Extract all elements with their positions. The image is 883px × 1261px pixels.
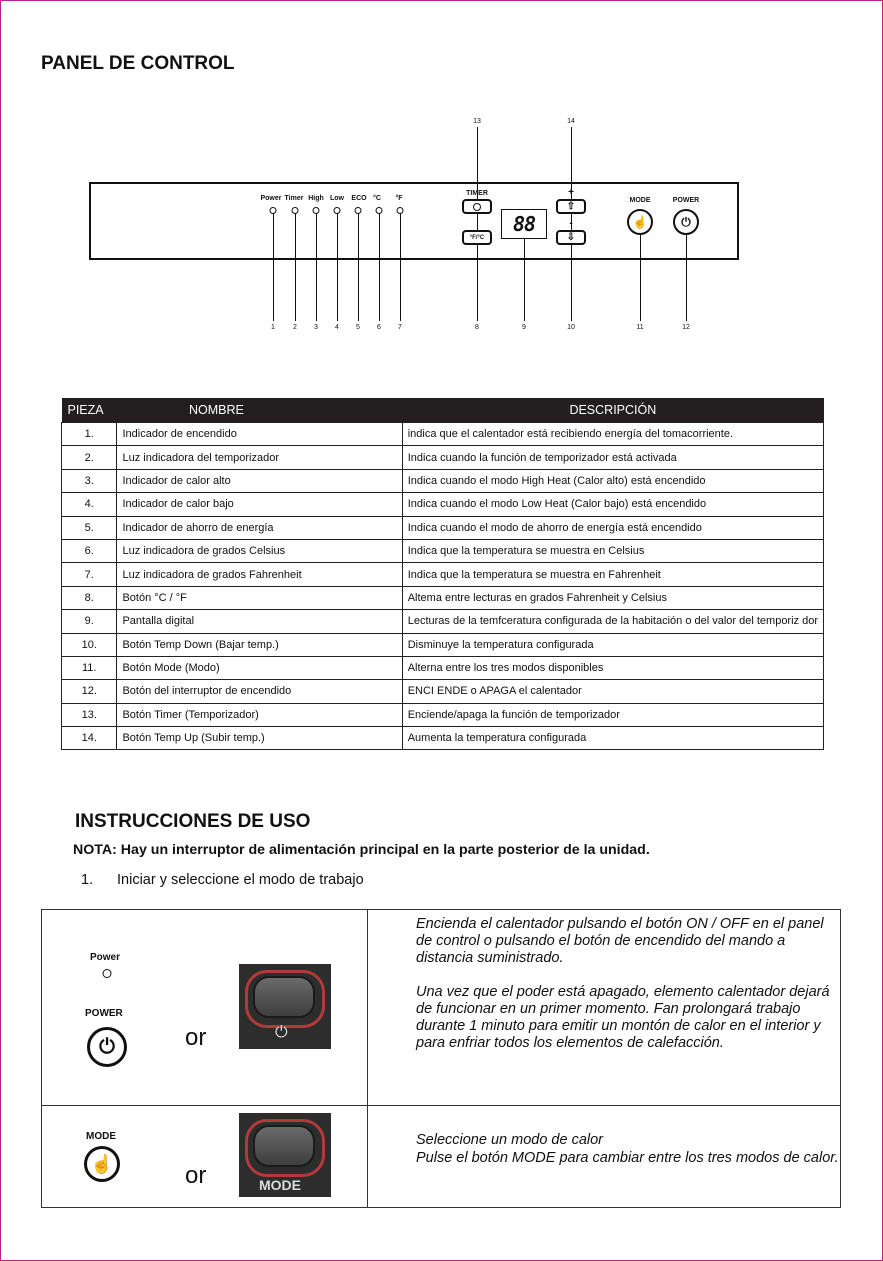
instructions-table-divider-v bbox=[367, 909, 368, 1208]
cell-descripcion: Alterna entre los tres modos disponibles bbox=[402, 656, 823, 679]
indicator-label-eco: ECO bbox=[351, 195, 367, 202]
cell-nombre: Botón °C / °F bbox=[117, 586, 402, 609]
callout-line-9 bbox=[524, 239, 525, 321]
arrow-up-icon: ⇧ bbox=[566, 201, 576, 212]
mode-button-label: MODE bbox=[86, 1131, 116, 1142]
cell-pieza: 5. bbox=[62, 516, 117, 539]
cell-pieza: 10. bbox=[62, 633, 117, 656]
header-pieza: PIEZA bbox=[62, 398, 117, 423]
cell-pieza: 6. bbox=[62, 539, 117, 562]
cell-nombre: Luz indicadora de grados Fahrenheit bbox=[117, 563, 402, 586]
power-icon: ⏻ bbox=[99, 1035, 115, 1058]
remote-mode-button-photo bbox=[239, 1113, 331, 1197]
led-power bbox=[270, 207, 277, 214]
power-indicator-led bbox=[103, 969, 112, 978]
cell-descripcion: Aumenta la temperatura configurada bbox=[402, 727, 823, 750]
hand-icon: ☝ bbox=[632, 215, 648, 229]
cell-descripcion: Disminuye la temperatura configurada bbox=[402, 633, 823, 656]
timer-button bbox=[462, 199, 492, 214]
cell-descripcion: Enciende/apaga la función de temporizador bbox=[402, 703, 823, 726]
temp-up-button bbox=[556, 199, 586, 214]
callout-number-12: 12 bbox=[682, 324, 690, 331]
temp-down-button bbox=[556, 230, 586, 245]
header-nombre: NOMBRE bbox=[117, 398, 402, 423]
callout-line-11 bbox=[640, 235, 641, 321]
table-row bbox=[62, 423, 824, 446]
arrow-down-icon: ⇩ bbox=[566, 232, 576, 243]
power-icon: ⏻ bbox=[681, 214, 691, 229]
callout-number-2: 2 bbox=[293, 324, 297, 331]
led-high bbox=[313, 207, 320, 214]
cell-nombre: Botón Temp Up (Subir temp.) bbox=[117, 727, 402, 750]
indicator-label-power: Power bbox=[260, 195, 282, 202]
cell-pieza: 13. bbox=[62, 703, 117, 726]
parts-table bbox=[61, 398, 824, 750]
step-text: Iniciar y seleccione el modo de trabajo bbox=[117, 872, 364, 888]
indicator-label-timer: Timer bbox=[284, 195, 304, 202]
photo-key bbox=[253, 976, 315, 1018]
led-celsius bbox=[376, 207, 383, 214]
indicator-label-high: High bbox=[308, 195, 324, 202]
callout-number-9: 9 bbox=[522, 324, 526, 331]
photo-key bbox=[253, 1125, 315, 1167]
callout-number-3: 3 bbox=[314, 324, 318, 331]
minus-sign: - bbox=[569, 218, 573, 229]
cell-nombre: Indicador de calor bajo bbox=[117, 493, 402, 516]
callout-line-13-8 bbox=[477, 127, 478, 321]
cell-descripcion: Lecturas de la temfceratura configurada de la habitación o del valor del temporiz dor bbox=[402, 610, 823, 633]
callout-line-7 bbox=[400, 211, 401, 321]
row1-paragraph-1: Encienda el calentador pulsando el botón ON / OFF en el panel de control o pulsando el botón de encendido del mando a distancia suministrado. bbox=[416, 916, 824, 966]
table-row bbox=[62, 446, 824, 469]
indicator-label-fahrenheit: °F bbox=[395, 195, 403, 202]
table-row bbox=[62, 727, 824, 750]
cell-pieza: 12. bbox=[62, 680, 117, 703]
power-button-illustration bbox=[87, 1027, 127, 1067]
power-label: POWER bbox=[672, 197, 700, 204]
cell-nombre: Indicador de encendido bbox=[117, 423, 402, 446]
table-row bbox=[62, 586, 824, 609]
instructions-table-divider-h bbox=[41, 1105, 841, 1106]
table-row bbox=[62, 610, 824, 633]
led-low bbox=[334, 207, 341, 214]
table-row bbox=[62, 703, 824, 726]
power-indicator-label: Power bbox=[90, 952, 121, 963]
row1-paragraph-2: Una vez que el poder está apagado, elemento calentador dejará de funcionar en un primer momento. Fan prolongará trabajo durante 1 minuto para emitir un montón de calor en el interior y para enfriar todos los elementos de calefacción. bbox=[416, 984, 830, 1051]
cell-nombre: Botón del interruptor de encendido bbox=[117, 680, 402, 703]
mode-label: MODE bbox=[629, 197, 651, 204]
led-fahrenheit bbox=[397, 207, 404, 214]
callout-line-12 bbox=[686, 235, 687, 321]
cell-descripcion: Indica que la temperatura se muestra en Celsius bbox=[402, 539, 823, 562]
callout-number-13: 13 bbox=[473, 118, 481, 125]
cell-descripcion: Indica cuando el modo Low Heat (Calor bajo) está encendido bbox=[402, 493, 823, 516]
table-row bbox=[62, 680, 824, 703]
indicator-label-celsius: °C bbox=[373, 195, 381, 202]
callout-number-11: 11 bbox=[636, 324, 644, 331]
unit-toggle-button bbox=[462, 230, 492, 245]
table-row bbox=[62, 516, 824, 539]
cell-nombre: Pantalla digital bbox=[117, 610, 402, 633]
table-header-row bbox=[62, 398, 824, 423]
mode-button bbox=[627, 209, 653, 235]
led-timer bbox=[292, 207, 299, 214]
indicator-label-low: Low bbox=[330, 195, 344, 202]
callout-line-5 bbox=[358, 211, 359, 321]
power-button-label: POWER bbox=[85, 1008, 123, 1019]
callout-line-6 bbox=[379, 211, 380, 321]
cell-pieza: 11. bbox=[62, 656, 117, 679]
table-row bbox=[62, 469, 824, 492]
cell-pieza: 1. bbox=[62, 423, 117, 446]
hand-icon: ☝ bbox=[90, 1153, 114, 1174]
header-descripcion: DESCRIPCIÓN bbox=[402, 398, 823, 423]
callout-line-4 bbox=[337, 211, 338, 321]
power-button bbox=[673, 209, 699, 235]
cell-pieza: 7. bbox=[62, 563, 117, 586]
timer-label: TIMER bbox=[466, 190, 488, 197]
cell-descripcion: Indica cuando el modo High Heat (Calor alto) está encendido bbox=[402, 469, 823, 492]
callout-line-3 bbox=[316, 211, 317, 321]
or-text: or bbox=[185, 1024, 207, 1051]
plus-sign: + bbox=[568, 187, 574, 198]
table-row bbox=[62, 493, 824, 516]
cell-descripcion: Indica cuando el modo de ahorro de energía está encendido bbox=[402, 516, 823, 539]
cell-descripcion: ENCI ENDE o APAGA el calentador bbox=[402, 680, 823, 703]
table-row bbox=[62, 539, 824, 562]
instructions-title: INSTRUCCIONES DE USO bbox=[75, 811, 311, 832]
cell-pieza: 4. bbox=[62, 493, 117, 516]
step-1 bbox=[81, 872, 364, 888]
row2-paragraph-2: Pulse el botón MODE para cambiar entre los tres modos de calor. bbox=[416, 1150, 839, 1166]
instructions-note: NOTA: Hay un interruptor de alimentación principal en la parte posterior de la unidad. bbox=[73, 842, 650, 858]
cell-pieza: 9. bbox=[62, 610, 117, 633]
cell-pieza: 8. bbox=[62, 586, 117, 609]
cell-nombre: Luz indicadora del temporizador bbox=[117, 446, 402, 469]
cell-descripcion: Indica cuando la función de temporizador está activada bbox=[402, 446, 823, 469]
power-icon: ⏻ bbox=[275, 1024, 288, 1041]
cell-nombre: Botón Temp Down (Bajar temp.) bbox=[117, 633, 402, 656]
led-eco bbox=[355, 207, 362, 214]
callout-line-2 bbox=[295, 211, 296, 321]
page-title: PANEL DE CONTROL bbox=[41, 53, 235, 74]
step-number: 1. bbox=[81, 872, 94, 888]
or-text-2: or bbox=[185, 1162, 207, 1189]
clock-icon bbox=[473, 203, 481, 211]
mode-button-illustration bbox=[84, 1146, 120, 1182]
cell-nombre: Luz indicadora de grados Celsius bbox=[117, 539, 402, 562]
cell-pieza: 14. bbox=[62, 727, 117, 750]
callout-number-4: 4 bbox=[335, 324, 339, 331]
remote-power-button-photo bbox=[239, 964, 331, 1049]
table-row bbox=[62, 656, 824, 679]
callout-number-1: 1 bbox=[271, 324, 275, 331]
unit-toggle-label: °F/°C bbox=[469, 234, 485, 241]
photo-mode-label: MODE bbox=[259, 1177, 301, 1193]
cell-nombre: Indicador de ahorro de energía bbox=[117, 516, 402, 539]
cell-nombre: Botón Timer (Temporizador) bbox=[117, 703, 402, 726]
callout-line-1 bbox=[273, 211, 274, 321]
cell-pieza: 2. bbox=[62, 446, 117, 469]
cell-descripcion: Altema entre lecturas en grados Fahrenheit y Celsius bbox=[402, 586, 823, 609]
cell-descripcion: indica que el calentador está recibiendo energía del tomacorriente. bbox=[402, 423, 823, 446]
callout-number-7: 7 bbox=[398, 324, 402, 331]
callout-number-10: 10 bbox=[567, 324, 575, 331]
digital-display: 88 bbox=[501, 209, 547, 239]
cell-descripcion: Indica que la temperatura se muestra en Fahrenheit bbox=[402, 563, 823, 586]
row2-paragraph-1: Seleccione un modo de calor bbox=[416, 1132, 604, 1148]
cell-nombre: Indicador de calor alto bbox=[117, 469, 402, 492]
table-row bbox=[62, 633, 824, 656]
table-row bbox=[62, 563, 824, 586]
cell-pieza: 3. bbox=[62, 469, 117, 492]
callout-number-5: 5 bbox=[356, 324, 360, 331]
callout-number-14: 14 bbox=[567, 118, 575, 125]
callout-number-8: 8 bbox=[475, 324, 479, 331]
callout-number-6: 6 bbox=[377, 324, 381, 331]
cell-nombre: Botón Mode (Modo) bbox=[117, 656, 402, 679]
